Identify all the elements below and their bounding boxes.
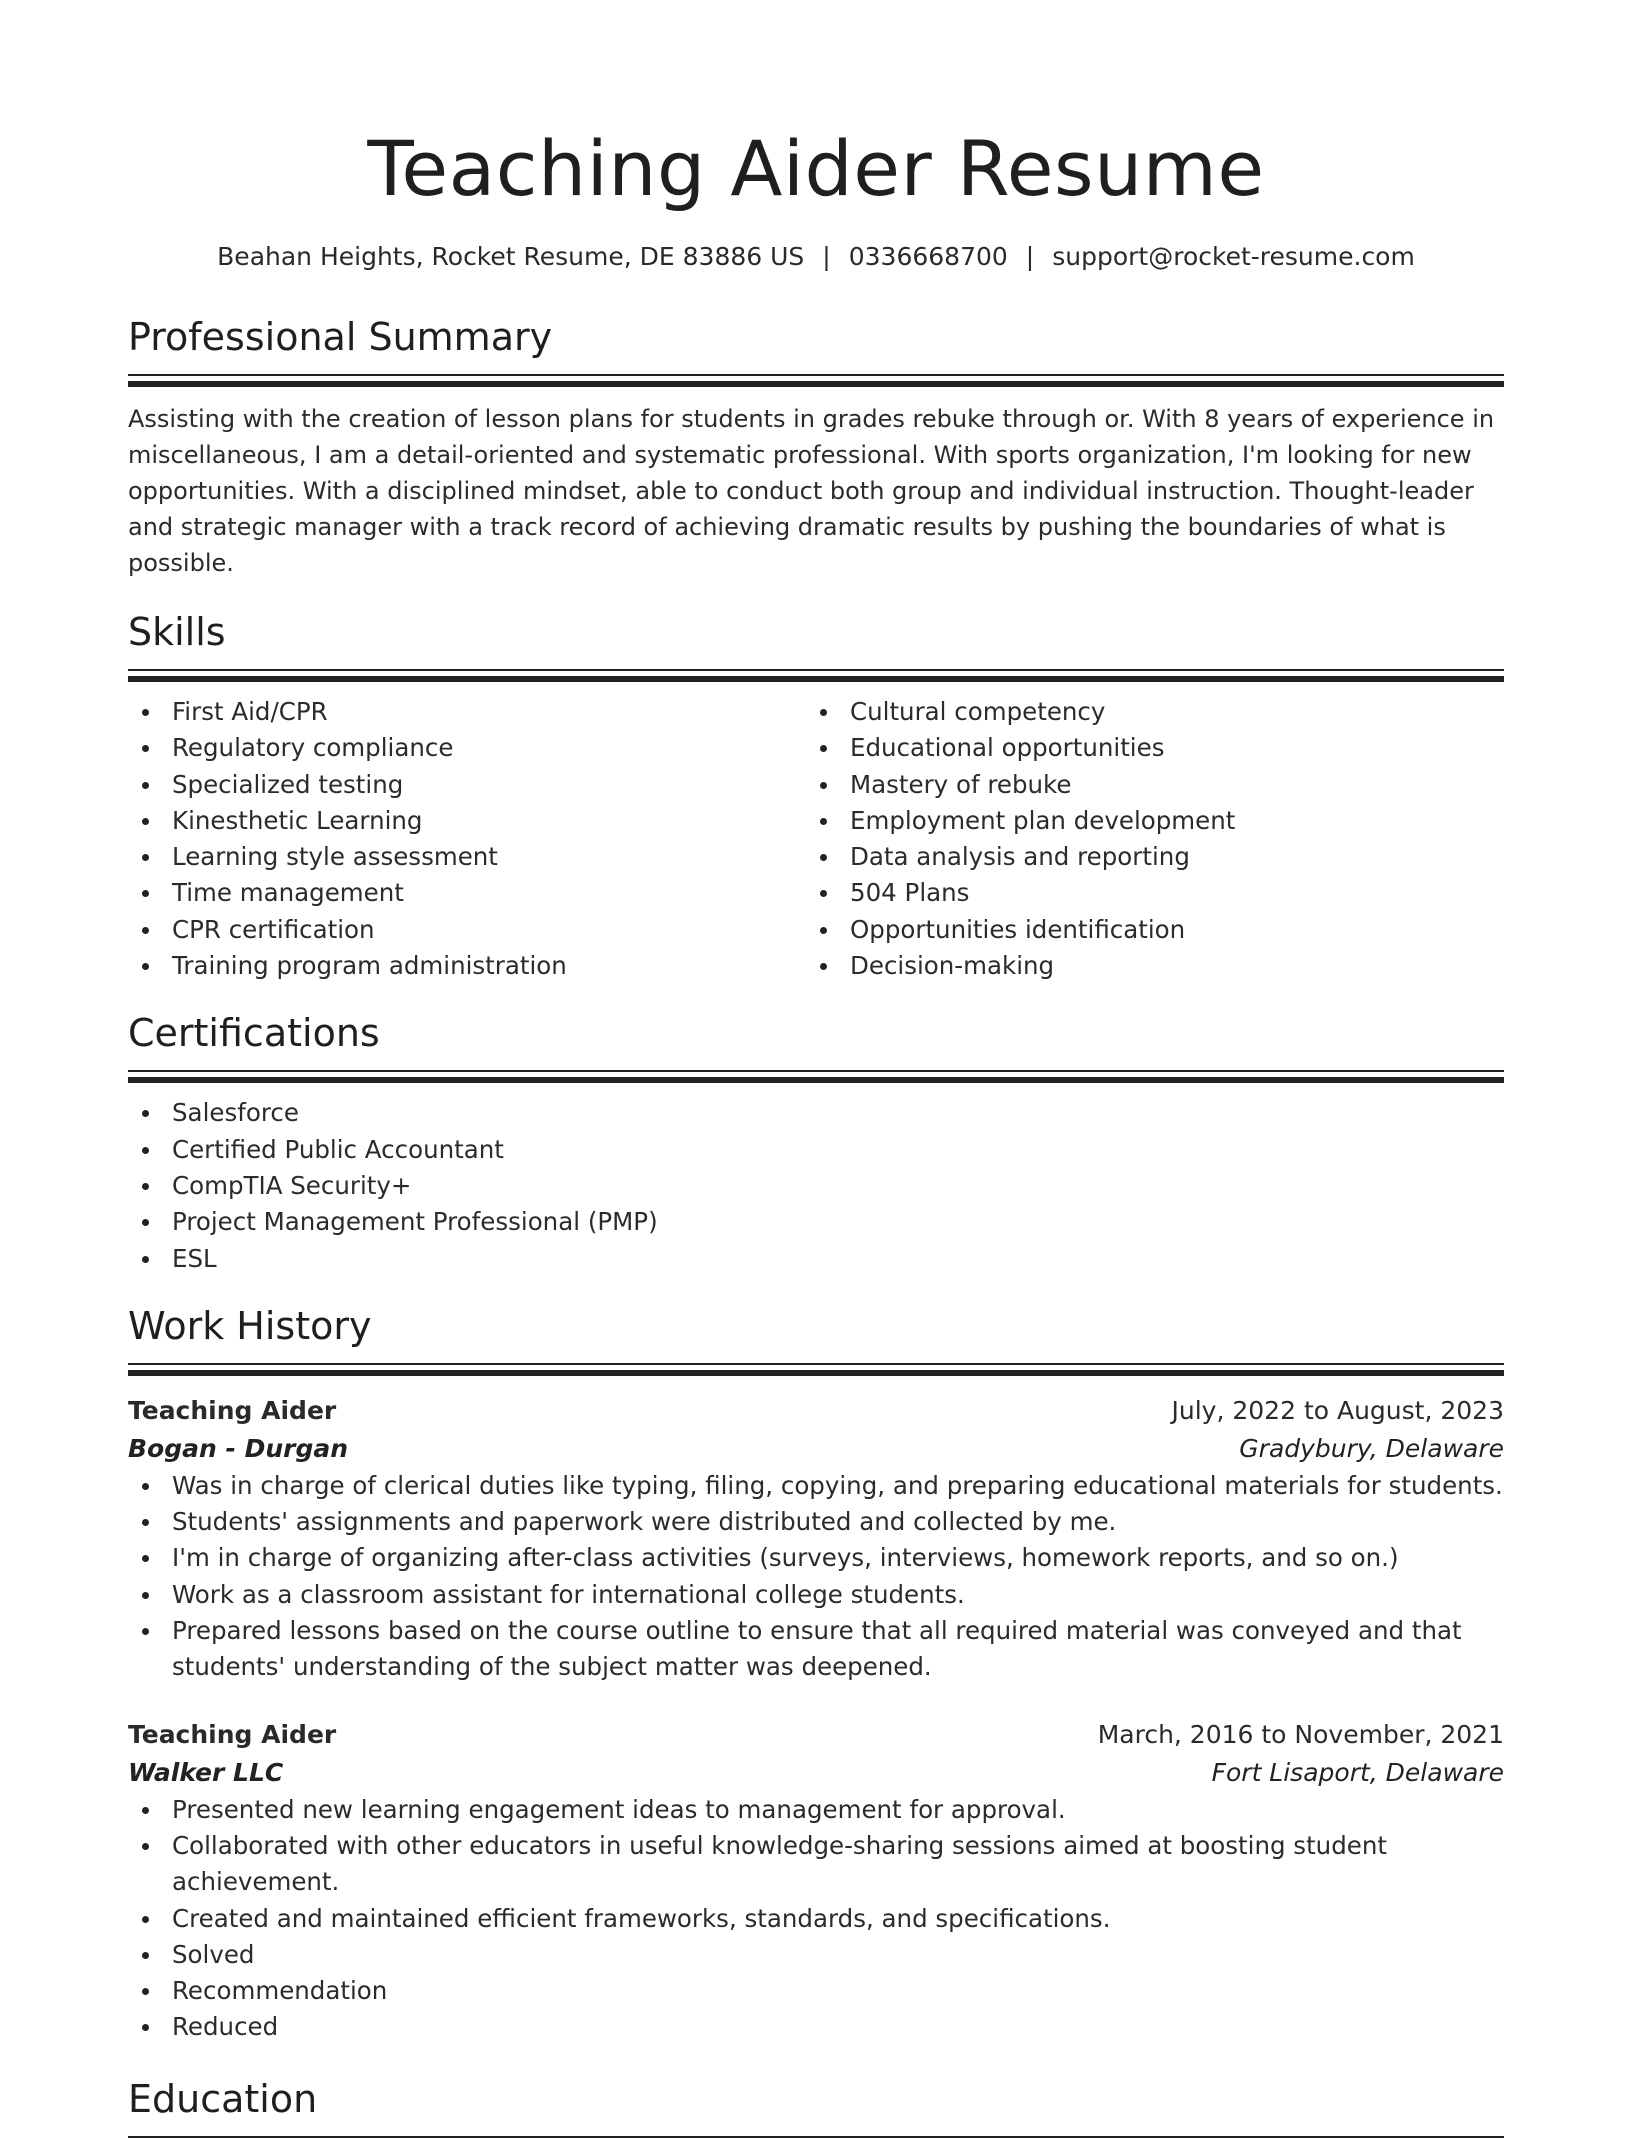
job-duty-item: Presented new learning engagement ideas to management for approval. bbox=[128, 1792, 1504, 1828]
section-heading-certifications: Certifications bbox=[128, 1011, 380, 1056]
section-divider bbox=[128, 669, 1504, 682]
skill-item: Opportunities identification bbox=[806, 912, 1484, 948]
job-duty-item: Students' assignments and paperwork were distributed and collected by me. bbox=[128, 1504, 1504, 1540]
job-duty-item: I'm in charge of organizing after-class activities (surveys, interviews, homework reports, and so on.) bbox=[128, 1540, 1504, 1576]
job-subheader bbox=[128, 1754, 1504, 1792]
section-heading-summary: Professional Summary bbox=[128, 315, 553, 359]
skill-item: Regulatory compliance bbox=[128, 730, 806, 766]
job-duty-item: Prepared lessons based on the course outline to ensure that all required material was conveyed and that students' understanding of the subject matter was deepened. bbox=[128, 1613, 1504, 1686]
job-subheader bbox=[128, 1430, 1504, 1468]
job-duty-item: Recommendation bbox=[128, 1973, 1504, 2009]
job-entry bbox=[128, 1716, 1504, 2046]
resume-title: Teaching Aider Resume bbox=[367, 124, 1265, 213]
work-history-section bbox=[128, 1301, 1504, 2046]
job-duty-item: Work as a classroom assistant for international college students. bbox=[128, 1577, 1504, 1613]
contact-separator: | bbox=[822, 242, 831, 271]
skill-item: Cultural competency bbox=[806, 694, 1484, 730]
skill-item: Learning style assessment bbox=[128, 839, 806, 875]
skill-item: Decision-making bbox=[806, 948, 1484, 984]
resume-page bbox=[128, 0, 1504, 2138]
job-duty-item: Created and maintained efficient frameworks, standards, and specifications. bbox=[128, 1901, 1504, 1937]
certification-item: Salesforce bbox=[128, 1095, 1504, 1131]
job-dates: July, 2022 to August, 2023 bbox=[1171, 1395, 1504, 1425]
contact-separator: | bbox=[1025, 242, 1035, 271]
skill-item: 504 Plans bbox=[806, 875, 1484, 911]
job-entry bbox=[128, 1392, 1504, 1686]
certification-item: Project Management Professional (PMP) bbox=[128, 1204, 1504, 1240]
job-title: Teaching Aider bbox=[128, 1719, 337, 1749]
section-divider bbox=[128, 2136, 1504, 2138]
skills-list-right bbox=[806, 694, 1484, 984]
skill-item: Educational opportunities bbox=[806, 730, 1484, 766]
job-header bbox=[128, 1716, 1504, 1754]
contact-line bbox=[128, 240, 1504, 274]
skills-list-left bbox=[128, 694, 806, 984]
certifications-list bbox=[128, 1095, 1504, 1276]
skills-section bbox=[128, 607, 1504, 984]
contact-email: support@rocket-resume.com bbox=[1052, 242, 1415, 271]
job-duty-item: Solved bbox=[128, 1937, 1504, 1973]
summary-section bbox=[128, 312, 1504, 581]
job-duties-list bbox=[128, 1792, 1504, 2046]
contact-address: Beahan Heights, Rocket Resume, DE 83886 US bbox=[217, 242, 805, 271]
education-section bbox=[128, 2074, 1504, 2138]
job-location: Gradybury, Delaware bbox=[1239, 1433, 1504, 1463]
section-heading-education: Education bbox=[128, 2076, 318, 2121]
section-divider bbox=[128, 1363, 1504, 1376]
skills-grid bbox=[128, 694, 1504, 984]
job-duty-item: Collaborated with other educators in useful knowledge-sharing sessions aimed at boosting student achievement. bbox=[128, 1828, 1504, 1901]
summary-text: Assisting with the creation of lesson plans for students in grades rebuke through or. With 8 years of experience in miscellaneous, I am a detail-oriented and systematic professional. With sports organization, I'm looking for new opportunities. With a disciplined mindset, able to conduct both group and individual instruction. Thought-leader and strategic manager with a track record of achieving dramatic results by pushing the boundaries of what is possible. bbox=[128, 405, 1495, 577]
job-location: Fort Lisaport, Delaware bbox=[1211, 1757, 1504, 1787]
job-duty-item: Was in charge of clerical duties like typing, filing, copying, and preparing educational materials for students. bbox=[128, 1468, 1504, 1504]
certification-item: Certified Public Accountant bbox=[128, 1132, 1504, 1168]
certification-item: ESL bbox=[128, 1241, 1504, 1277]
contact-phone: 0336668700 bbox=[848, 242, 1008, 271]
job-dates: March, 2016 to November, 2021 bbox=[1097, 1719, 1504, 1749]
section-divider bbox=[128, 374, 1504, 387]
skill-item: Specialized testing bbox=[128, 767, 806, 803]
job-title: Teaching Aider bbox=[128, 1395, 337, 1425]
skill-item: Training program administration bbox=[128, 948, 806, 984]
section-heading-skills: Skills bbox=[128, 610, 226, 654]
job-duty-item: Reduced bbox=[128, 2009, 1504, 2045]
certifications-section bbox=[128, 1008, 1504, 1276]
skill-item: Employment plan development bbox=[806, 803, 1484, 839]
skill-item: First Aid/CPR bbox=[128, 694, 806, 730]
job-company: Walker LLC bbox=[128, 1757, 284, 1787]
skill-item: Mastery of rebuke bbox=[806, 767, 1484, 803]
skill-item: Data analysis and reporting bbox=[806, 839, 1484, 875]
certification-item: CompTIA Security+ bbox=[128, 1168, 1504, 1204]
skill-item: CPR certification bbox=[128, 912, 806, 948]
section-heading-work-history: Work History bbox=[128, 1303, 372, 1348]
job-company: Bogan - Durgan bbox=[128, 1433, 349, 1463]
section-divider bbox=[128, 1070, 1504, 1083]
skill-item: Kinesthetic Learning bbox=[128, 803, 806, 839]
skill-item: Time management bbox=[128, 875, 806, 911]
job-duties-list bbox=[128, 1468, 1504, 1686]
job-header bbox=[128, 1392, 1504, 1430]
